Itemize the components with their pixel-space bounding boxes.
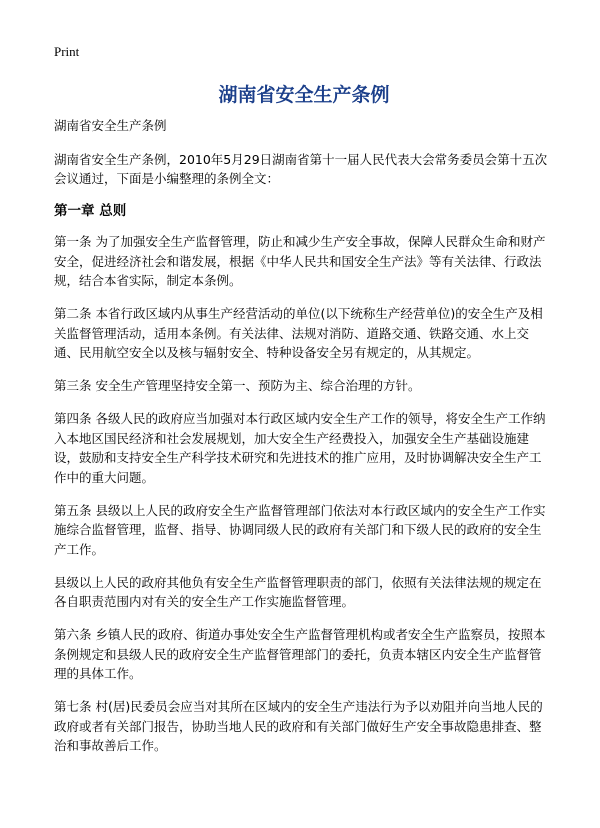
document-subtitle: 湖南省安全生产条例 bbox=[54, 118, 167, 133]
article-paragraph-1: 第一条 为了加强安全生产监督管理，防止和减少生产安全事故，保障人民群众生命和财产安全，促进经济社会和谐发展，根据《中华人民共和国安全生产法》等有关法律、行政法规，结合本省实际，制定本条例。 bbox=[54, 234, 546, 288]
article-paragraph-5: 第五条 县级以上人民的政府安全生产监督管理部门依法对本行政区域内的安全生产工作实施综合监督管理，监督、指导、协调同级人民的政府有关部门和下级人民的政府的安全生产工作。 bbox=[54, 502, 546, 557]
article-paragraph-7: 第七条 村(居)民委员会应当对其所在区域内的安全生产违法行为予以劝阻并向当地人民的政府或者有关部门报告，协助当地人民的政府和有关部门做好生产安全事故隐患排查、整治和事故善后工作。 bbox=[54, 699, 543, 753]
article-paragraph-4: 第四条 各级人民的政府应当加强对本行政区域内安全生产工作的领导，将安全生产工作纳入本地区国民经济和社会发展规划，加大安全生产经费投入，加强安全生产基础设施建设，鼓励和支持安全生产科学技术研究和先进技术的推广应用，及时协调解决安全生产工作中的重大问题。 bbox=[54, 411, 546, 485]
article-paragraph-3: 第三条 安全生产管理坚持安全第一、预防为主、综合治理的方针。 bbox=[54, 378, 421, 393]
print-link[interactable]: Print bbox=[54, 44, 80, 59]
article-paragraph-6: 第六条 乡镇人民的政府、街道办事处安全生产监督管理机构或者安全生产监察员，按照本条例规定和县级人民的政府安全生产监督管理部门的委托，负责本辖区内安全生产监督管理的具体工作。 bbox=[54, 627, 546, 681]
article-paragraph-5-continued: 县级以上人民的政府其他负有安全生产监督管理职责的部门，依照有关法律法规的规定在各自职责范围内对有关的安全生产工作实施监督管理。 bbox=[54, 574, 542, 609]
document-title: 湖南省安全生产条例 bbox=[218, 84, 390, 106]
chapter-heading: 第一章 总则 bbox=[54, 203, 127, 219]
article-paragraph-2: 第二条 本省行政区域内从事生产经营活动的单位(以下统称生产经营单位)的安全生产及相关监督管理活动，适用本条例。有关法律、法规对消防、道路交通、铁路交通、水上交通、民用航空安全以及核与辐射安全、特种设备安全另有规定的，从其规定。 bbox=[54, 306, 543, 360]
document-body bbox=[54, 116, 550, 769]
intro-paragraph: 湖南省安全生产条例，2010年5月29日湖南省第十一届人民代表大会常务委员会第十五次会议通过，下面是小编整理的条例全文： bbox=[54, 151, 548, 186]
